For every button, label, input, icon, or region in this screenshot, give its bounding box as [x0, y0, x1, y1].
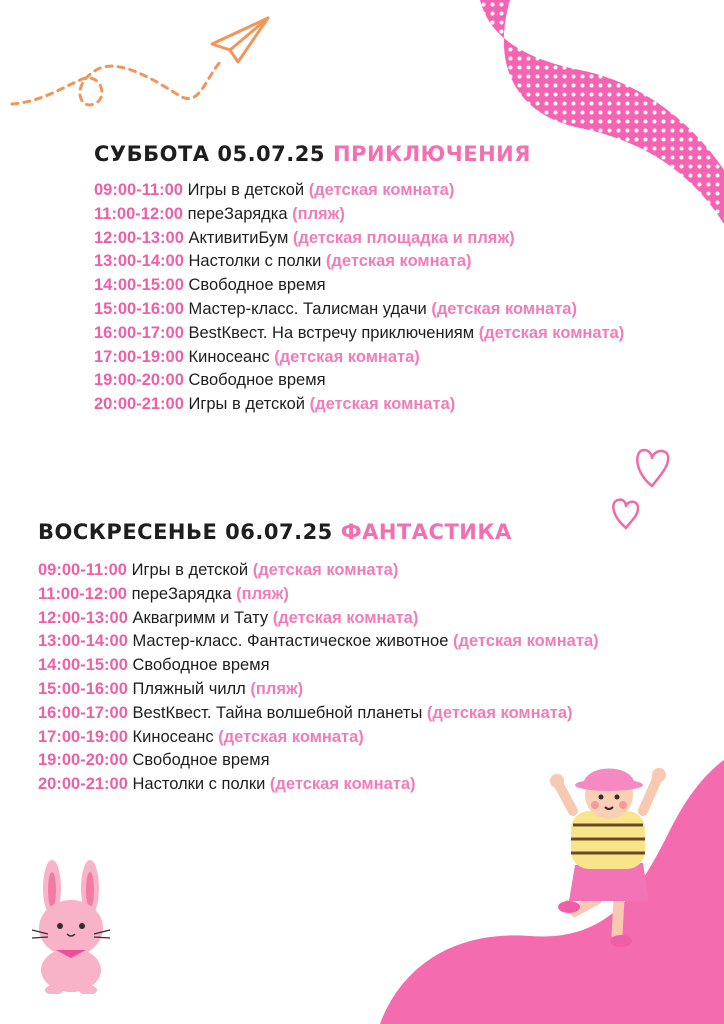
schedule-item: [94, 298, 624, 322]
time-range: 20:00-21:00: [94, 395, 184, 414]
schedule-list-sunday: [38, 559, 599, 797]
location-label: (детская комната): [309, 395, 456, 414]
activity-name: BestКвест. Тайна волшебной планеты: [132, 703, 423, 722]
schedule-item: [38, 607, 599, 631]
hearts-icon: [608, 444, 672, 536]
location-label: (детская площадка и пляж): [292, 228, 515, 247]
day-date: СУББОТА 05.07.25: [94, 142, 325, 166]
location-label: (детская комната): [274, 347, 420, 366]
time-range: 11:00-12:00: [94, 204, 183, 223]
activity-name: Пляжный чилл: [132, 679, 246, 698]
time-range: 17:00-19:00: [94, 347, 184, 366]
schedule-item: [94, 322, 624, 346]
day-theme: ФАНТАСТИКА: [340, 520, 512, 544]
activity-name: Свободное время: [132, 656, 270, 675]
activity-name: переЗарядка: [131, 584, 232, 603]
day-date: ВОСКРЕСЕНЬЕ 06.07.25: [38, 520, 333, 544]
location-label: (детская комната): [325, 252, 472, 271]
location-label: (детская комната): [478, 323, 625, 342]
activity-name: Аквагримм и Тату: [132, 608, 269, 627]
schedule-item: [38, 630, 599, 654]
schedule-item: [94, 203, 624, 227]
location-label: (пляж): [236, 584, 289, 603]
time-range: 09:00-11:00: [94, 181, 183, 199]
location-label: (детская комната): [272, 608, 419, 627]
location-label: (детская комната): [453, 632, 599, 651]
activity-name: Игры в детской: [131, 561, 249, 579]
location-label: (пляж): [250, 679, 304, 698]
activity-name: АктивитиБум: [188, 228, 289, 247]
time-range: 14:00-15:00: [94, 276, 184, 295]
activity-name: Настолки с полки: [188, 252, 322, 271]
time-range: 14:00-15:00: [38, 656, 128, 675]
schedule-item: [94, 393, 624, 417]
location-label: (детская комната): [269, 775, 416, 794]
schedule-item: [94, 274, 624, 298]
paper-plane-icon: [0, 0, 290, 160]
time-range: 17:00-19:00: [38, 727, 128, 746]
schedule-item: [94, 346, 624, 370]
schedule-item: [38, 726, 599, 750]
activity-name: Игры в детской: [188, 395, 306, 414]
day-theme: ПРИКЛЮЧЕНИЯ: [332, 142, 531, 166]
time-range: 12:00-13:00: [94, 228, 184, 247]
time-range: 19:00-20:00: [94, 371, 184, 390]
schedule-item: [38, 702, 599, 726]
activity-name: Мастер-класс. Фантастическое животное: [132, 632, 449, 651]
activity-name: Киносеанс: [188, 347, 270, 366]
time-range: 20:00-21:00: [38, 775, 128, 794]
location-label: (детская комната): [218, 727, 364, 746]
activity-name: Свободное время: [188, 276, 326, 295]
schedule-item: [94, 250, 624, 274]
day-heading-sunday: [38, 520, 512, 544]
activity-name: Киносеанс: [132, 727, 214, 746]
activity-name: Игры в детской: [187, 181, 305, 199]
schedule-item: [94, 179, 624, 203]
time-range: 13:00-14:00: [38, 632, 128, 651]
activity-name: Мастер-класс. Талисман удачи: [188, 299, 427, 318]
time-range: 15:00-16:00: [38, 679, 128, 698]
location-label: (детская комната): [431, 299, 577, 318]
time-range: 16:00-17:00: [94, 323, 184, 342]
time-range: 12:00-13:00: [38, 608, 128, 627]
time-range: 19:00-20:00: [38, 751, 128, 770]
time-range: 16:00-17:00: [38, 703, 128, 722]
schedule-item: [38, 559, 599, 583]
schedule-item: [38, 749, 599, 773]
location-label: (детская комната): [252, 561, 399, 579]
schedule-item: [38, 678, 599, 702]
day-heading-saturday: [94, 142, 531, 166]
location-label: (пляж): [292, 204, 345, 223]
time-range: 09:00-11:00: [38, 561, 127, 579]
schedule-list-saturday: [94, 179, 624, 417]
activity-name: переЗарядка: [187, 204, 288, 223]
schedule-item: [38, 773, 599, 797]
schedule-item: [94, 227, 624, 251]
bunny-illustration: [28, 854, 114, 994]
activity-name: Настолки с полки: [132, 775, 266, 794]
time-range: 15:00-16:00: [94, 299, 184, 318]
time-range: 11:00-12:00: [38, 584, 127, 603]
schedule-item: [94, 369, 624, 393]
time-range: 13:00-14:00: [94, 252, 184, 271]
location-label: (детская комната): [308, 181, 455, 199]
activity-name: BestКвест. На встречу приключениям: [188, 323, 475, 342]
schedule-item: [38, 583, 599, 607]
location-label: (детская комната): [426, 703, 573, 722]
activity-name: Свободное время: [132, 751, 270, 770]
schedule-item: [38, 654, 599, 678]
activity-name: Свободное время: [188, 371, 326, 390]
